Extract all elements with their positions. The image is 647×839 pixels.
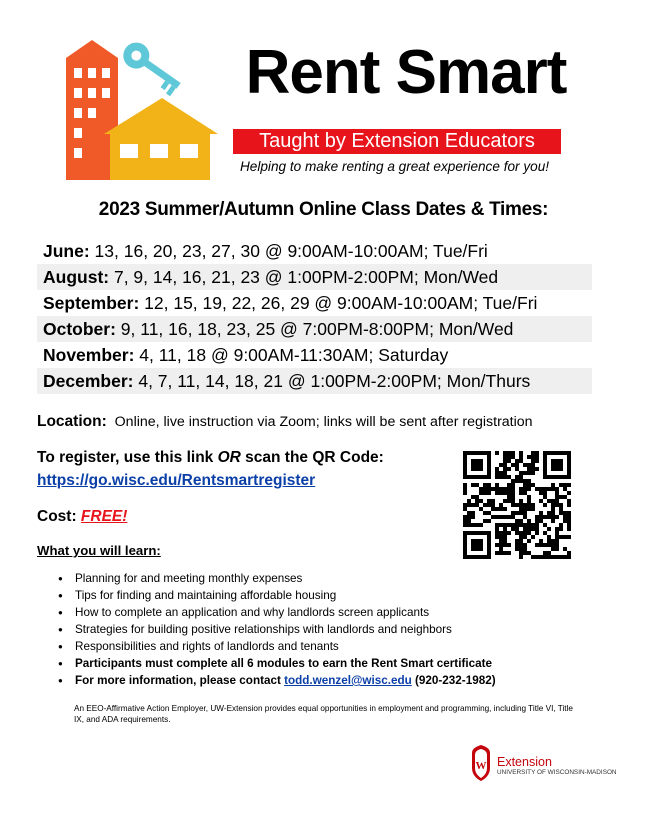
list-item: ● Tips for finding and maintaining affordable housing xyxy=(58,587,618,604)
learning-topics-list xyxy=(58,570,618,689)
date-detail: 4, 7, 11, 14, 18, 21 @ 1:00PM-2:00PM; Mon/Thurs xyxy=(133,371,531,391)
page-title: Rent Smart xyxy=(245,38,567,107)
date-detail: 13, 16, 20, 23, 27, 30 @ 9:00AM-10:00AM; Tue/Fri xyxy=(89,241,488,261)
date-row-august xyxy=(37,264,592,290)
register-or: OR xyxy=(217,449,241,466)
month-label: November: xyxy=(43,345,135,365)
location-label: Location: xyxy=(37,413,107,430)
list-item: ● Strategies for building positive relationships with landlords and neighbors xyxy=(58,621,618,638)
tagline: Helping to make renting a great experience for you! xyxy=(239,159,550,174)
contact-email-link[interactable]: todd.wenzel@wisc.edu xyxy=(284,674,412,687)
register-text-end: scan the QR Code: xyxy=(240,449,384,466)
date-row-december xyxy=(37,368,592,394)
extension-name: Extension xyxy=(497,755,552,769)
date-detail: 9, 11, 16, 18, 23, 25 @ 7:00PM-8:00PM; Mon/Wed xyxy=(115,319,514,339)
contact-text: For more information, please contact xyxy=(75,674,285,687)
list-item: ● Responsibilities and rights of landlords and tenants xyxy=(58,638,618,655)
register-text: To register, use this link xyxy=(37,449,218,466)
svg-text:W: W xyxy=(475,760,487,772)
location-info xyxy=(37,413,533,431)
learn-heading: What you will learn: xyxy=(37,543,161,558)
extension-logo xyxy=(470,744,620,784)
cost-label: Cost: xyxy=(37,508,81,525)
month-label: June: xyxy=(43,241,90,261)
uw-crest-icon xyxy=(470,744,492,782)
month-label: October: xyxy=(43,319,116,339)
house-building-key-icon xyxy=(58,36,218,182)
date-row-october xyxy=(37,316,592,342)
list-item: ● Planning for and meeting monthly expenses xyxy=(58,570,618,587)
date-row-june xyxy=(37,238,592,264)
extension-subtitle: UNIVERSITY OF WISCONSIN-MADISON xyxy=(497,769,617,776)
register-instructions xyxy=(37,449,384,467)
cost-info xyxy=(37,508,127,526)
date-detail: 12, 15, 19, 22, 26, 29 @ 9:00AM-10:00AM; Tue/Fri xyxy=(139,293,538,313)
class-dates-heading: 2023 Summer/Autumn Online Class Dates & Times: xyxy=(98,199,549,220)
date-detail: 4, 11, 18 @ 9:00AM-11:30AM; Saturday xyxy=(134,345,449,365)
date-row-september xyxy=(37,290,592,316)
list-item: ● Participants must complete all 6 modules to earn the Rent Smart certificate xyxy=(58,655,618,672)
contact-item xyxy=(58,672,618,689)
month-label: September: xyxy=(43,293,140,313)
month-label: December: xyxy=(43,371,134,391)
date-row-november xyxy=(37,342,592,368)
list-item: ● How to complete an application and why landlords screen applicants xyxy=(58,604,618,621)
banner: Taught by Extension Educators xyxy=(233,129,561,154)
contact-phone: (920-232-1982) xyxy=(411,674,496,687)
cost-value: FREE! xyxy=(80,508,128,525)
location-text: Online, live instruction via Zoom; links will be sent after registration xyxy=(114,414,533,430)
qr-code-icon[interactable] xyxy=(463,451,571,559)
date-detail: 7, 9, 14, 16, 21, 23 @ 1:00PM-2:00PM; Mon/Wed xyxy=(109,267,499,287)
eeo-statement: An EEO-Affirmative Action Employer, UW-Extension provides equal opportunities in employment and programming, including Title VI, Title IX, and ADA requirements. xyxy=(74,704,573,724)
class-dates-list xyxy=(37,238,592,394)
month-label: August: xyxy=(43,267,110,287)
register-link[interactable]: https://go.wisc.edu/Rentsmartregister xyxy=(37,472,316,489)
